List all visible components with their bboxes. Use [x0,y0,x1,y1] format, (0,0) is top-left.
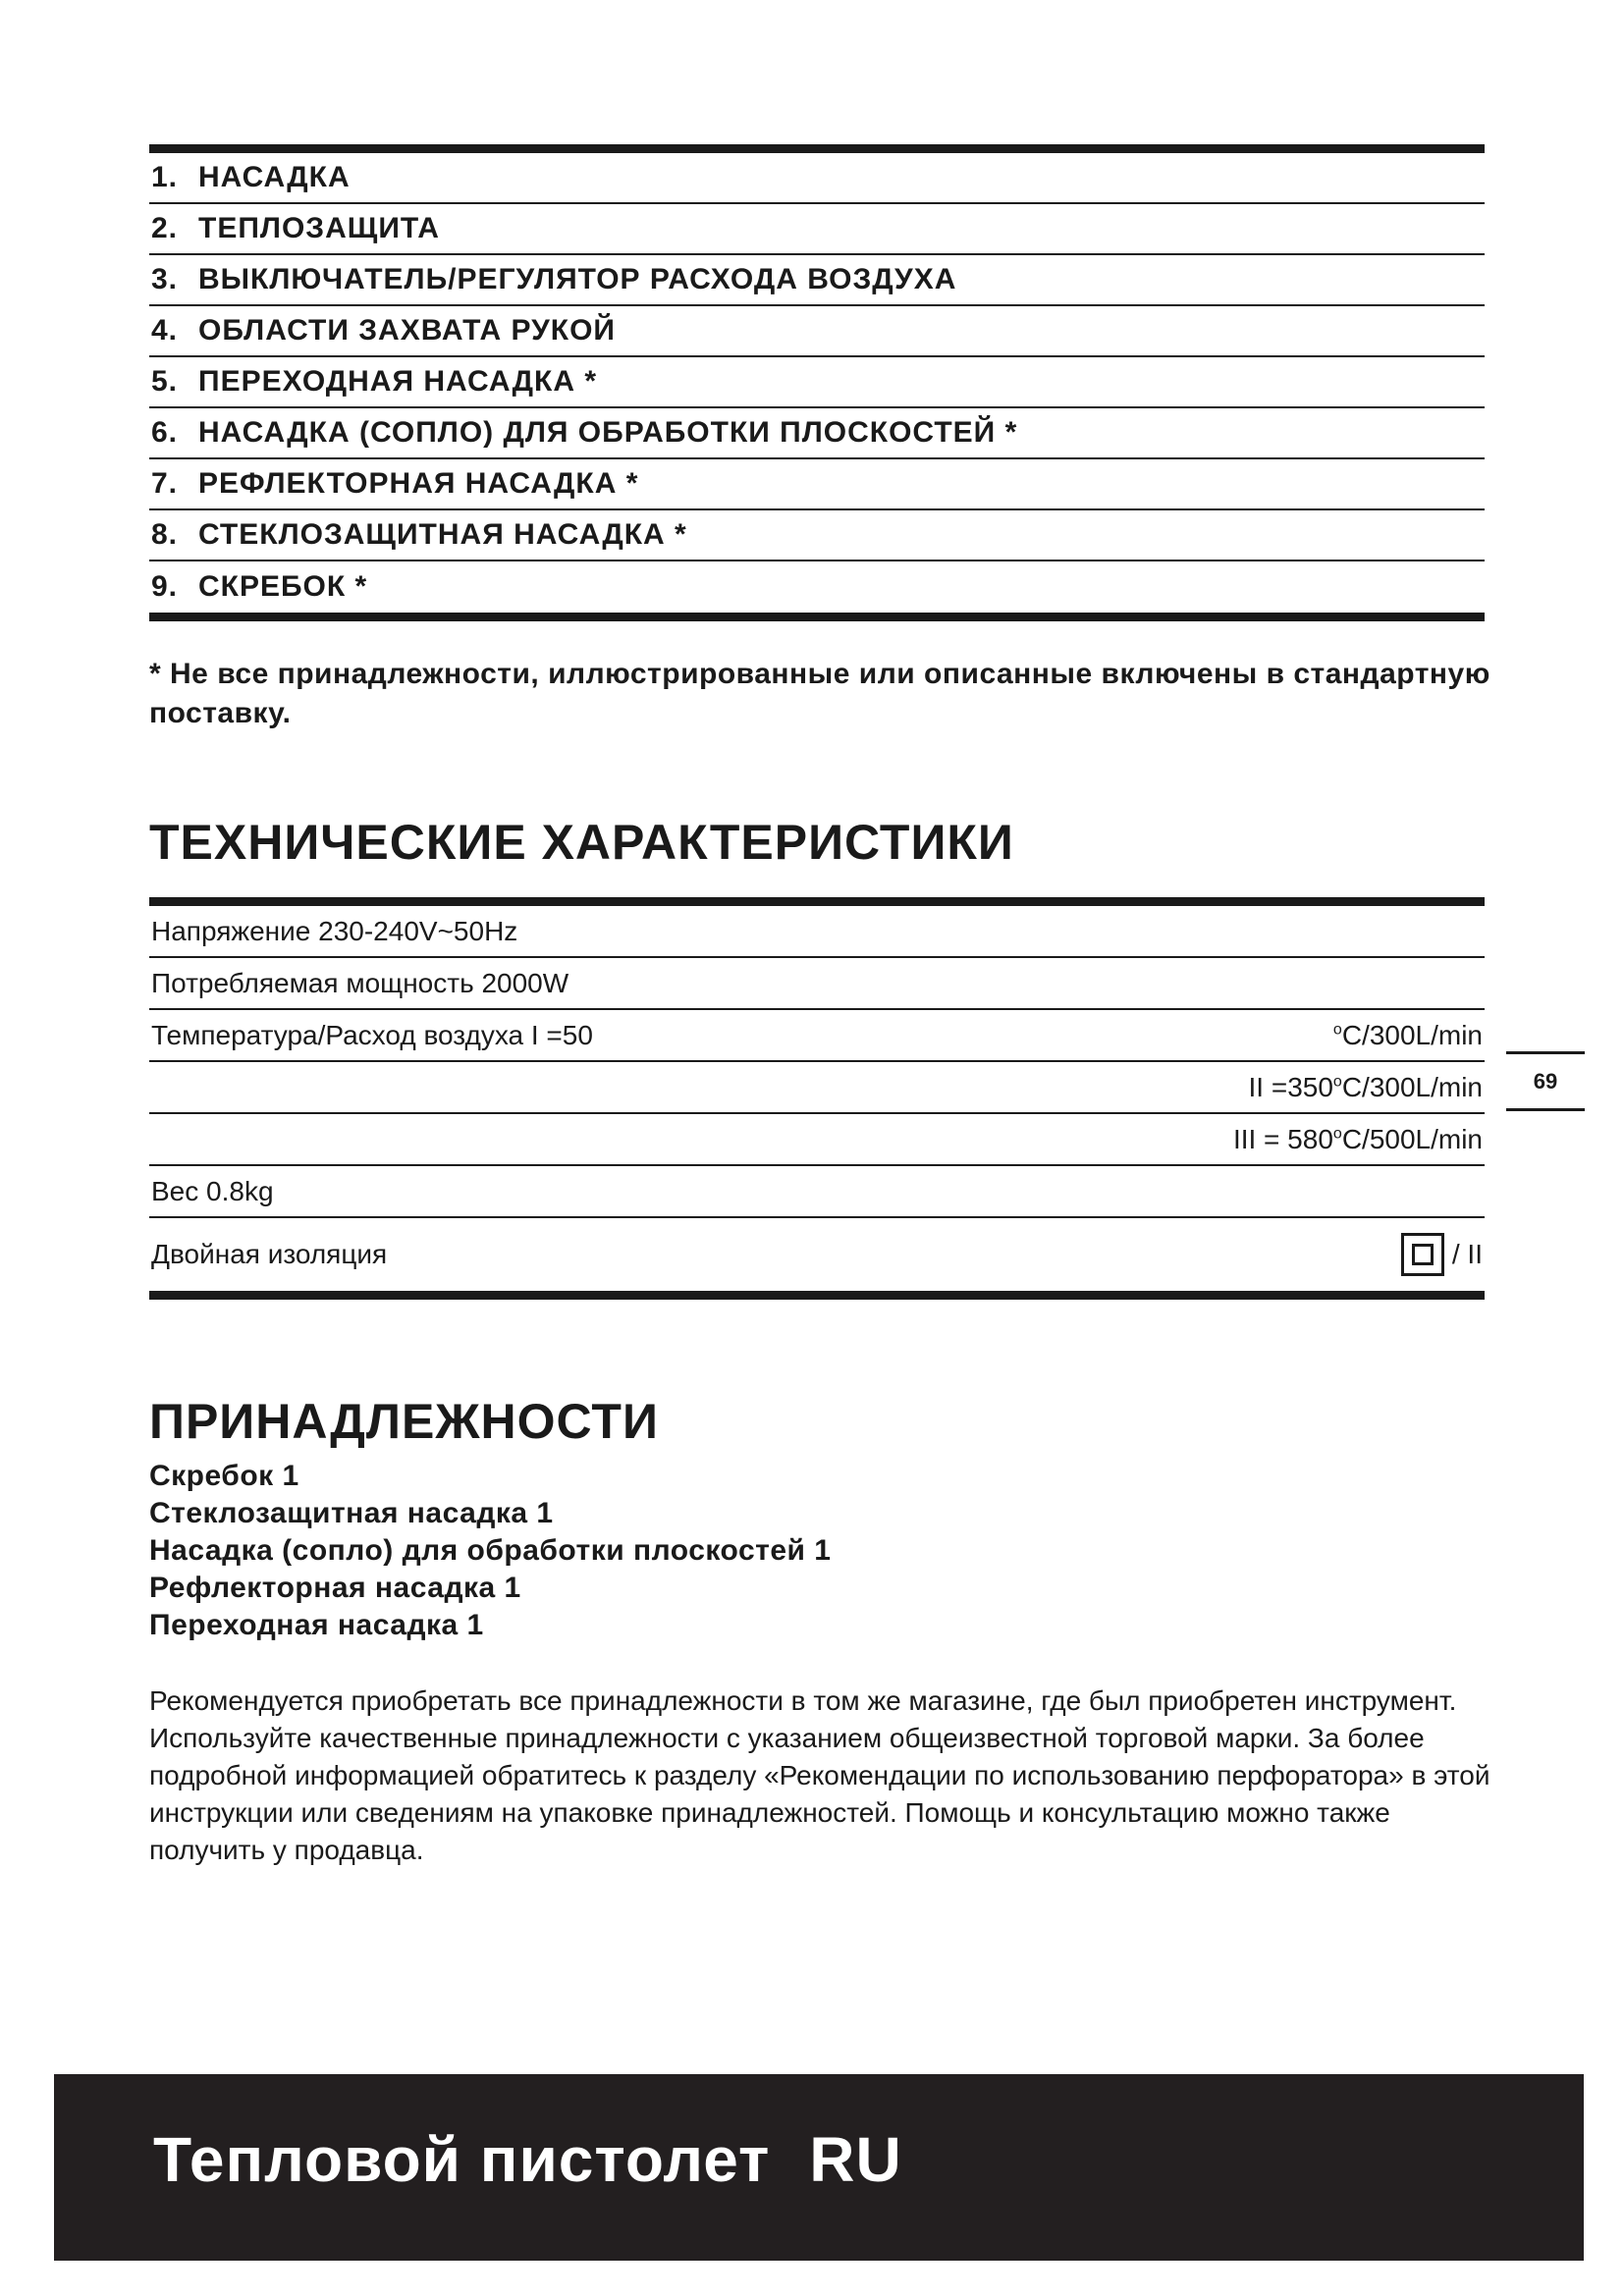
part-number: 6. [151,416,179,449]
part-label: ТЕПЛОЗАЩИТА [198,212,440,244]
part-label: ПЕРЕХОДНАЯ НАСАДКА * [198,365,598,398]
spec-temp-2-value [1249,1072,1484,1103]
spec-voltage: Напряжение 230-240V~50Hz [151,915,518,946]
part-number: 1. [151,161,179,193]
parts-list [149,144,1485,621]
spec-insulation-label: Двойная изоляция [151,1239,388,1269]
degree-mark: o [1332,1021,1342,1039]
part-row [149,459,1485,510]
part-label: СКРЕБОК * [198,570,368,603]
spec-row-temp-2 [149,1062,1485,1114]
specs-table [149,897,1485,1300]
specs-title: ТЕХНИЧЕСКИЕ ХАРАКТЕРИСТИКИ [149,815,1014,870]
spec-temp-1-value [1333,1020,1483,1051]
part-number: 7. [151,467,179,500]
spec-row-weight [149,1166,1485,1218]
spec-row-voltage [149,906,1485,958]
spec-temp-2-unit: C/300L/min [1341,1071,1483,1102]
spec-row-insulation [149,1218,1485,1291]
part-row [149,153,1485,204]
spec-temp-2-level: II =350 [1248,1071,1333,1102]
part-label: ОБЛАСТИ ЗАХВАТА РУКОЙ [198,314,616,347]
spec-temp-3-value [1233,1124,1483,1155]
part-row [149,204,1485,255]
part-number: 2. [151,212,179,244]
part-label: РЕФЛЕКТОРНАЯ НАСАДКА * [198,467,639,500]
list-item: Насадка (сопло) для обработки плоскостей 1 [149,1534,832,1567]
spec-insulation-class: / II [1451,1239,1483,1269]
spec-insulation-value [1401,1233,1483,1276]
spec-row-temp-3 [149,1114,1485,1166]
part-label: СТЕКЛОЗАЩИТНАЯ НАСАДКА * [198,518,687,551]
part-number: 3. [151,263,179,295]
part-label: НАСАДКА (СОПЛО) ДЛЯ ОБРАБОТКИ ПЛОСКОСТЕЙ * [198,416,1018,449]
spec-temp-label: Температура/Расход воздуха I =50 [151,1019,593,1050]
footer-product-name: Тепловой пистолет [153,2124,771,2195]
part-number: 9. [151,570,179,603]
part-number: 4. [151,314,179,347]
part-row [149,357,1485,408]
parts-top-rule [149,144,1485,153]
degree-mark: o [1332,1125,1342,1143]
footer-language-code: RU [809,2124,902,2195]
spec-row-temp-1 [149,1010,1485,1062]
accessories-paragraph: Рекомендуется приобретать все принадлежности в том же магазине, где был приобретен инструмент. Используйте качественные принадлежности с указанием общеизвестной торговой марки. За более подробной информацией обратитесь к разделу «Рекомендации по использованию перфоратора» в этой инструкции или сведениям на упаковке принадлежностей. Помощь и консультацию можно также получить у продавца. [149,1685,1490,1865]
page-number: 69 [1506,1051,1585,1111]
parts-footnote: * Не все принадлежности, иллюстрированные или описанные включены в стандартную поставку. [149,658,1490,729]
part-number: 5. [151,365,179,398]
spec-power: Потребляемая мощность 2000W [151,967,569,998]
part-number: 8. [151,518,179,551]
footer-band [54,2074,1584,2261]
part-row [149,306,1485,357]
part-row [149,408,1485,459]
accessories-list [149,1458,831,1644]
spec-weight: Вес 0.8kg [151,1175,274,1206]
part-label: НАСАДКА [198,161,351,193]
spec-temp-1-unit: C/300L/min [1341,1019,1483,1050]
list-item: Стеклозащитная насадка 1 [149,1497,554,1529]
spec-temp-3-unit: C/500L/min [1341,1123,1483,1154]
accessories-title: ПРИНАДЛЕЖНОСТИ [149,1394,659,1449]
footer-title [153,2123,902,2196]
list-item: Скребок 1 [149,1460,299,1492]
double-insulation-icon [1401,1233,1444,1276]
specs-bottom-rule [149,1291,1485,1300]
part-row [149,510,1485,561]
part-row [149,561,1485,613]
part-label: ВЫКЛЮЧАТЕЛЬ/РЕГУЛЯТОР РАСХОДА ВОЗДУХА [198,263,957,295]
list-item: Рефлекторная насадка 1 [149,1572,521,1604]
list-item: Переходная насадка 1 [149,1609,484,1641]
spec-row-power [149,958,1485,1010]
part-row [149,255,1485,306]
parts-bottom-rule [149,613,1485,621]
specs-top-rule [149,897,1485,906]
degree-mark: o [1332,1073,1342,1091]
spec-temp-3-level: III = 580 [1232,1123,1333,1154]
